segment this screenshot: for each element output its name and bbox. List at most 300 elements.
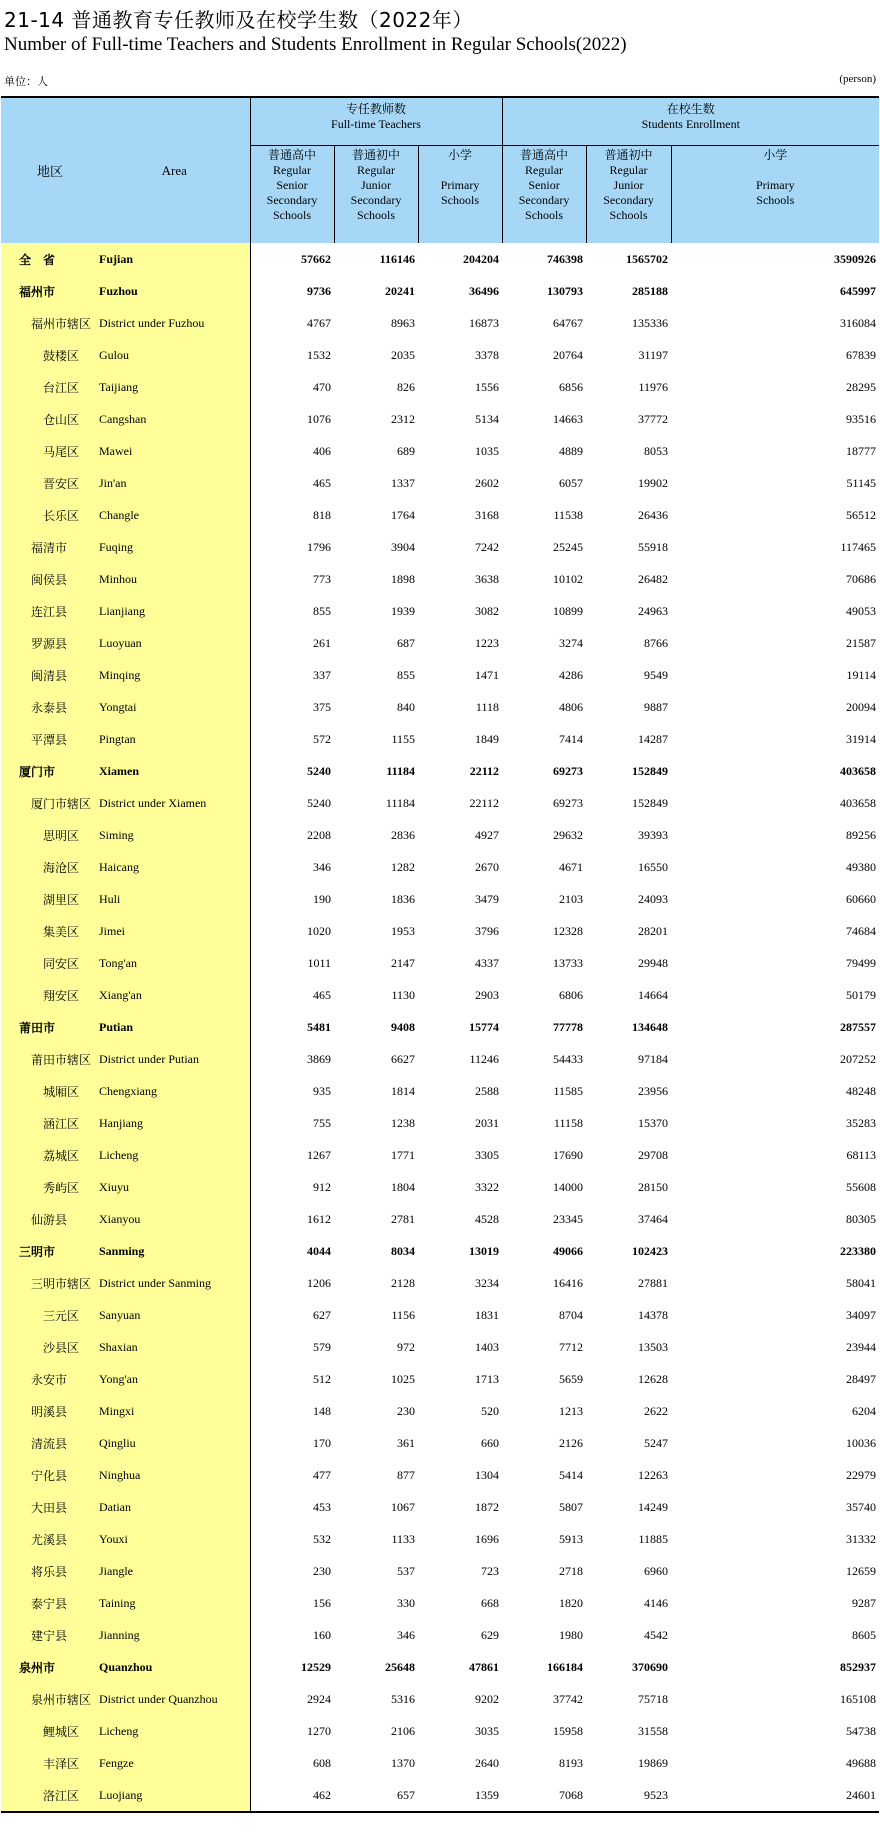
value-cell: 7242 — [475, 539, 500, 554]
value-cell: 28295 — [846, 379, 877, 394]
table-row — [1, 883, 879, 915]
value-cell: 14000 — [553, 1179, 584, 1194]
value-cell: 1939 — [391, 603, 415, 618]
value-cell: 687 — [397, 635, 415, 650]
table-row — [1, 723, 879, 755]
value-cell: 29632 — [553, 827, 584, 842]
region-name-en: Jianning — [99, 1619, 250, 1651]
value-cell: 166184 — [547, 1659, 584, 1674]
table-row — [1, 339, 879, 371]
region-name-en: Chengxiang — [99, 1075, 250, 1107]
region-name-cn: 永泰县 — [1, 691, 99, 723]
region-name-en: Fengze — [99, 1747, 250, 1779]
value-cell: 54433 — [553, 1051, 584, 1066]
value-cell: 20764 — [553, 347, 584, 362]
value-cell: 3796 — [475, 923, 500, 938]
table-row — [1, 1779, 879, 1812]
value-cell: 36496 — [469, 283, 500, 298]
table-row — [1, 1043, 879, 1075]
region-name-en: District under Putian — [99, 1043, 250, 1075]
value-cell: 1831 — [475, 1307, 500, 1322]
header-subcolumn: 普通初中 Regular Junior Secondary Schools — [334, 146, 418, 244]
value-cell: 261 — [250, 627, 334, 659]
value-cell: 912 — [250, 1171, 334, 1203]
value-cell: 1067 — [391, 1499, 415, 1514]
region-name-cn: 福州市辖区 — [1, 307, 99, 339]
value-cell: 346 — [250, 851, 334, 883]
value-cell: 1532 — [250, 339, 334, 371]
value-cell: 48248 — [846, 1083, 877, 1098]
region-name-en: Fuqing — [99, 531, 250, 563]
value-cell: 8605 — [852, 1627, 877, 1642]
table-row — [1, 371, 879, 403]
value-cell: 24963 — [638, 603, 669, 618]
region-name-en: Minhou — [99, 563, 250, 595]
value-cell: 520 — [481, 1403, 500, 1418]
region-name-cn: 秀屿区 — [1, 1171, 99, 1203]
value-cell: 55918 — [638, 539, 669, 554]
value-cell: 135336 — [632, 315, 669, 330]
header-subcolumn: 普通高中 Regular Senior Secondary Schools — [502, 146, 586, 244]
value-cell: 9287 — [852, 1595, 877, 1610]
value-cell: 49053 — [846, 603, 877, 618]
region-name-cn: 厦门市 — [1, 755, 99, 787]
value-cell: 855 — [397, 667, 415, 682]
value-cell: 10102 — [553, 571, 584, 586]
value-cell: 668 — [481, 1595, 500, 1610]
value-cell: 1337 — [391, 475, 415, 490]
value-cell: 15774 — [469, 1019, 500, 1034]
value-cell: 14378 — [638, 1307, 669, 1322]
value-cell: 117465 — [840, 539, 877, 554]
region-name-en: Changle — [99, 499, 250, 531]
table-row — [1, 915, 879, 947]
value-cell: 64767 — [553, 315, 584, 330]
value-cell: 1304 — [475, 1467, 500, 1482]
value-cell: 4044 — [250, 1235, 334, 1267]
table-row — [1, 1011, 879, 1043]
value-cell: 1118 — [475, 699, 500, 714]
value-cell: 1820 — [559, 1595, 584, 1610]
value-cell: 1155 — [391, 731, 415, 746]
region-name-cn: 莆田市辖区 — [1, 1043, 99, 1075]
region-name-cn: 闽侯县 — [1, 563, 99, 595]
value-cell: 13733 — [553, 955, 584, 970]
region-name-cn: 鲤城区 — [1, 1715, 99, 1747]
table-row — [1, 1395, 879, 1427]
value-cell: 102423 — [632, 1243, 669, 1258]
value-cell: 5414 — [559, 1467, 584, 1482]
region-name-cn: 泉州市辖区 — [1, 1683, 99, 1715]
value-cell: 4889 — [559, 443, 584, 458]
value-cell: 2622 — [644, 1403, 669, 1418]
value-cell: 75718 — [638, 1691, 669, 1706]
value-cell: 3378 — [475, 347, 500, 362]
value-cell: 5240 — [250, 787, 334, 819]
value-cell: 26482 — [638, 571, 669, 586]
value-cell: 1133 — [391, 1531, 415, 1546]
value-cell: 69273 — [553, 795, 584, 810]
table-row — [1, 1747, 879, 1779]
value-cell: 11246 — [469, 1051, 500, 1066]
region-name-cn: 长乐区 — [1, 499, 99, 531]
region-name-cn: 仓山区 — [1, 403, 99, 435]
region-name-en: Haicang — [99, 851, 250, 883]
value-cell: 3869 — [250, 1043, 334, 1075]
table-row — [1, 1363, 879, 1395]
value-cell: 3082 — [475, 603, 500, 618]
value-cell: 15370 — [638, 1115, 669, 1130]
region-name-cn: 大田县 — [1, 1491, 99, 1523]
value-cell: 1565702 — [626, 251, 669, 266]
value-cell: 5913 — [559, 1531, 584, 1546]
value-cell: 403658 — [840, 795, 877, 810]
value-cell: 49066 — [553, 1243, 584, 1258]
value-cell: 9408 — [391, 1019, 415, 1034]
region-name-cn: 台江区 — [1, 371, 99, 403]
value-cell: 1696 — [475, 1531, 500, 1546]
table-row — [1, 1267, 879, 1299]
value-cell: 2312 — [391, 411, 415, 426]
value-cell: 6856 — [559, 379, 584, 394]
table-row — [1, 659, 879, 691]
region-name-cn: 莆田市 — [1, 1011, 99, 1043]
region-name-cn: 建宁县 — [1, 1619, 99, 1651]
value-cell: 406 — [250, 435, 334, 467]
region-name-en: Gulou — [99, 339, 250, 371]
region-name-cn: 闽清县 — [1, 659, 99, 691]
value-cell: 77778 — [553, 1019, 584, 1034]
region-name-cn: 涵江区 — [1, 1107, 99, 1139]
region-name-en: Hanjiang — [99, 1107, 250, 1139]
value-cell: 852937 — [840, 1659, 877, 1674]
table-row — [1, 819, 879, 851]
value-cell: 1612 — [250, 1203, 334, 1235]
value-cell: 13019 — [469, 1243, 500, 1258]
region-name-en: District under Quanzhou — [99, 1683, 250, 1715]
value-cell: 37742 — [553, 1691, 584, 1706]
region-name-en: Licheng — [99, 1139, 250, 1171]
value-cell: 2781 — [391, 1211, 415, 1226]
value-cell: 11184 — [385, 795, 415, 810]
header-students-group: 在校生数 Students Enrollment — [502, 97, 879, 146]
region-name-cn: 思明区 — [1, 819, 99, 851]
region-name-cn: 三明市辖区 — [1, 1267, 99, 1299]
table-row — [1, 499, 879, 531]
region-name-en: Luoyuan — [99, 627, 250, 659]
region-name-en: Xiamen — [99, 755, 250, 787]
region-name-en: Luojiang — [99, 1779, 250, 1812]
value-cell: 2588 — [475, 1083, 500, 1098]
value-cell: 230 — [397, 1403, 415, 1418]
region-name-cn: 海沧区 — [1, 851, 99, 883]
value-cell: 1156 — [391, 1307, 415, 1322]
value-cell: 3904 — [391, 539, 415, 554]
region-name-en: Jimei — [99, 915, 250, 947]
region-name-en: Pingtan — [99, 723, 250, 755]
region-name-en: Sanyuan — [99, 1299, 250, 1331]
header-subcolumn: 小学 Primary Schools — [671, 146, 879, 244]
value-cell: 6806 — [559, 987, 584, 1002]
table-row — [1, 1491, 879, 1523]
value-cell: 28150 — [638, 1179, 669, 1194]
value-cell: 6057 — [559, 475, 584, 490]
region-name-en: Jiangle — [99, 1555, 250, 1587]
table-row — [1, 1171, 879, 1203]
table-row — [1, 467, 879, 499]
value-cell: 148 — [250, 1395, 334, 1427]
value-cell: 1359 — [418, 1779, 502, 1812]
value-cell: 13503 — [638, 1339, 669, 1354]
region-name-en: Ninghua — [99, 1459, 250, 1491]
value-cell: 54738 — [846, 1723, 877, 1738]
value-cell: 1849 — [475, 731, 500, 746]
table-row — [1, 979, 879, 1011]
unit-label-cn: 单位：人 — [4, 75, 48, 88]
value-cell: 10899 — [553, 603, 584, 618]
value-cell: 12628 — [638, 1371, 669, 1386]
value-cell: 37772 — [638, 411, 669, 426]
value-cell: 22112 — [469, 763, 500, 778]
region-name-cn: 福清市 — [1, 531, 99, 563]
value-cell: 2035 — [391, 347, 415, 362]
value-cell: 22979 — [846, 1467, 877, 1482]
value-cell: 4767 — [250, 307, 334, 339]
region-name-en: Xiuyu — [99, 1171, 250, 1203]
value-cell: 17690 — [553, 1147, 584, 1162]
region-name-cn: 厦门市辖区 — [1, 787, 99, 819]
region-name-cn: 丰泽区 — [1, 1747, 99, 1779]
table-row — [1, 243, 879, 275]
value-cell: 2924 — [250, 1683, 334, 1715]
region-name-en: Yong'an — [99, 1363, 250, 1395]
region-name-cn: 仙游县 — [1, 1203, 99, 1235]
value-cell: 1403 — [475, 1339, 500, 1354]
region-name-cn: 泰宁县 — [1, 1587, 99, 1619]
value-cell: 1020 — [250, 915, 334, 947]
table-row — [1, 1459, 879, 1491]
value-cell: 465 — [250, 979, 334, 1011]
value-cell: 1025 — [391, 1371, 415, 1386]
value-cell: 1238 — [391, 1115, 415, 1130]
value-cell: 27881 — [638, 1275, 669, 1290]
value-cell: 14249 — [638, 1499, 669, 1514]
region-name-en: Taining — [99, 1587, 250, 1619]
region-name-en: Shaxian — [99, 1331, 250, 1363]
value-cell: 2718 — [559, 1563, 584, 1578]
table-row — [1, 1139, 879, 1171]
value-cell: 657 — [334, 1779, 418, 1812]
value-cell: 3638 — [475, 571, 500, 586]
value-cell: 1953 — [391, 923, 415, 938]
table-row — [1, 1619, 879, 1651]
value-cell: 29948 — [638, 955, 669, 970]
value-cell: 25245 — [553, 539, 584, 554]
value-cell: 1282 — [391, 859, 415, 874]
value-cell: 12263 — [638, 1467, 669, 1482]
value-cell: 57662 — [250, 243, 334, 275]
region-name-cn: 三明市 — [1, 1235, 99, 1267]
region-name-en: Lianjiang — [99, 595, 250, 627]
table-row — [1, 1203, 879, 1235]
value-cell: 1872 — [475, 1499, 500, 1514]
table-row — [1, 691, 879, 723]
value-cell: 20241 — [385, 283, 415, 298]
value-cell: 11885 — [638, 1531, 669, 1546]
value-cell: 170 — [250, 1427, 334, 1459]
value-cell: 3274 — [559, 635, 584, 650]
value-cell: 6627 — [391, 1051, 415, 1066]
value-cell: 375 — [250, 691, 334, 723]
value-cell: 840 — [397, 699, 415, 714]
region-name-en: Yongtai — [99, 691, 250, 723]
value-cell: 512 — [250, 1363, 334, 1395]
table-row — [1, 403, 879, 435]
value-cell: 130793 — [547, 283, 584, 298]
value-cell: 477 — [250, 1459, 334, 1491]
region-name-cn: 宁化县 — [1, 1459, 99, 1491]
value-cell: 1223 — [475, 635, 500, 650]
region-name-cn: 三元区 — [1, 1299, 99, 1331]
region-name-cn: 沙县区 — [1, 1331, 99, 1363]
value-cell: 773 — [250, 563, 334, 595]
value-cell: 156 — [250, 1587, 334, 1619]
value-cell: 826 — [397, 379, 415, 394]
value-cell: 4146 — [644, 1595, 669, 1610]
value-cell: 629 — [481, 1627, 500, 1642]
value-cell: 19869 — [638, 1755, 669, 1770]
value-cell: 70686 — [846, 571, 877, 586]
value-cell: 1270 — [250, 1715, 334, 1747]
table-row — [1, 1683, 879, 1715]
value-cell: 316084 — [840, 315, 877, 330]
value-cell: 537 — [397, 1563, 415, 1578]
value-cell: 1898 — [391, 571, 415, 586]
header-subcolumn: 小学 Primary Schools — [418, 146, 502, 244]
value-cell: 25648 — [385, 1659, 415, 1674]
value-cell: 2106 — [391, 1723, 415, 1738]
value-cell: 56512 — [846, 507, 877, 522]
value-cell: 160 — [250, 1619, 334, 1651]
value-cell: 190 — [250, 883, 334, 915]
value-cell: 1213 — [559, 1403, 584, 1418]
region-name-cn: 晋安区 — [1, 467, 99, 499]
value-cell: 39393 — [638, 827, 669, 842]
value-cell: 3035 — [475, 1723, 500, 1738]
value-cell: 21587 — [846, 635, 877, 650]
value-cell: 287557 — [840, 1019, 877, 1034]
value-cell: 19902 — [638, 475, 669, 490]
value-cell: 4286 — [559, 667, 584, 682]
value-cell: 5316 — [391, 1691, 415, 1706]
value-cell: 3305 — [475, 1147, 500, 1162]
table-row — [1, 1107, 879, 1139]
value-cell: 645997 — [840, 283, 877, 298]
value-cell: 28201 — [638, 923, 669, 938]
value-cell: 11976 — [638, 379, 669, 394]
value-cell: 361 — [397, 1435, 415, 1450]
table-row — [1, 947, 879, 979]
table-row — [1, 1299, 879, 1331]
value-cell: 462 — [250, 1779, 334, 1812]
value-cell: 11538 — [553, 507, 584, 522]
value-cell: 34097 — [846, 1307, 877, 1322]
value-cell: 23345 — [553, 1211, 584, 1226]
table-row — [1, 307, 879, 339]
value-cell: 6204 — [852, 1403, 877, 1418]
header-area-en: Area — [99, 97, 250, 243]
value-cell: 10036 — [846, 1435, 877, 1450]
value-cell: 470 — [250, 371, 334, 403]
value-cell: 19114 — [846, 667, 877, 682]
value-cell: 1011 — [250, 947, 334, 979]
region-name-en: Tong'an — [99, 947, 250, 979]
value-cell: 74684 — [846, 923, 877, 938]
value-cell: 3322 — [475, 1179, 500, 1194]
region-name-en: Qingliu — [99, 1427, 250, 1459]
value-cell: 16416 — [553, 1275, 584, 1290]
value-cell: 532 — [250, 1523, 334, 1555]
value-cell: 31558 — [638, 1723, 669, 1738]
value-cell: 1035 — [475, 443, 500, 458]
table-row — [1, 851, 879, 883]
table-row — [1, 627, 879, 659]
value-cell: 20094 — [846, 699, 877, 714]
table-row — [1, 1523, 879, 1555]
value-cell: 4671 — [559, 859, 584, 874]
value-cell: 16873 — [469, 315, 500, 330]
value-cell: 572 — [250, 723, 334, 755]
value-cell: 134648 — [632, 1019, 669, 1034]
value-cell: 204204 — [463, 251, 500, 266]
value-cell: 660 — [481, 1435, 500, 1450]
value-cell: 3479 — [475, 891, 500, 906]
region-name-cn: 全 省 — [1, 243, 99, 275]
value-cell: 2126 — [559, 1435, 584, 1450]
value-cell: 2602 — [475, 475, 500, 490]
value-cell: 7068 — [502, 1779, 586, 1812]
value-cell: 11158 — [553, 1115, 584, 1130]
value-cell: 3168 — [475, 507, 500, 522]
value-cell: 69273 — [553, 763, 584, 778]
region-name-en: Sanming — [99, 1235, 250, 1267]
region-name-en: Taijiang — [99, 371, 250, 403]
value-cell: 116146 — [379, 251, 415, 266]
value-cell: 1804 — [391, 1179, 415, 1194]
value-cell: 1764 — [391, 507, 415, 522]
value-cell: 4806 — [559, 699, 584, 714]
value-cell: 5807 — [559, 1499, 584, 1514]
region-name-cn: 翔安区 — [1, 979, 99, 1011]
value-cell: 4542 — [644, 1627, 669, 1642]
value-cell: 16550 — [638, 859, 669, 874]
value-cell: 972 — [397, 1339, 415, 1354]
table-row — [1, 1715, 879, 1747]
table-row — [1, 435, 879, 467]
value-cell: 207252 — [840, 1051, 877, 1066]
value-cell: 453 — [250, 1491, 334, 1523]
value-cell: 80305 — [846, 1211, 877, 1226]
value-cell: 935 — [250, 1075, 334, 1107]
value-cell: 12659 — [846, 1563, 877, 1578]
unit-label-en: (person) — [839, 73, 876, 85]
region-name-cn: 罗源县 — [1, 627, 99, 659]
value-cell: 1370 — [391, 1755, 415, 1770]
value-cell: 12529 — [250, 1651, 334, 1683]
region-name-cn: 马尾区 — [1, 435, 99, 467]
value-cell: 755 — [250, 1107, 334, 1139]
value-cell: 9887 — [644, 699, 669, 714]
